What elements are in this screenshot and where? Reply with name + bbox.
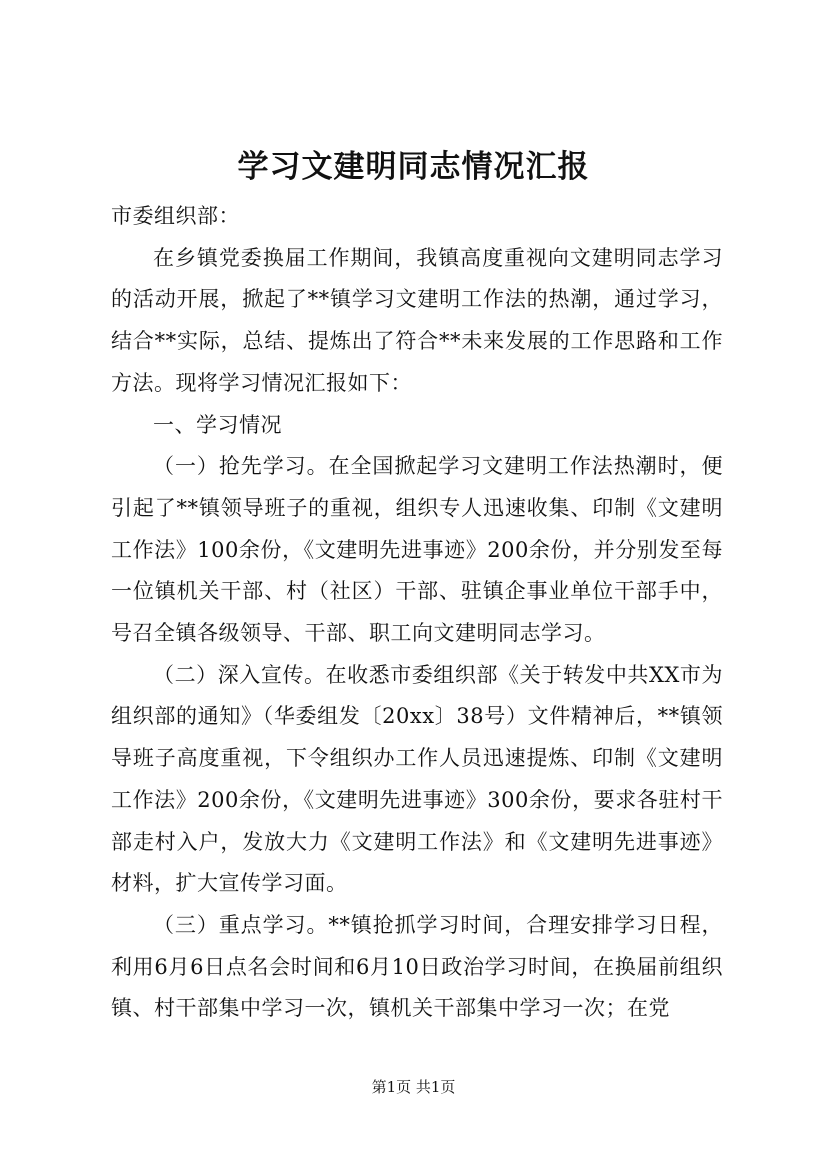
document-title: 学习文建明同志情况汇报	[237, 149, 590, 185]
salutation: 市委组织部：	[111, 204, 240, 228]
body-paragraph: （二）深入宣传。在收悉市委组织部《关于转发中共XX市为组织部的通知》（华委组发〔20xx〕38号）文件精神后，**镇领导班子高度重视，下令组织办工作人员迅速提炼、印制《文建明工作法》200余份，《文建明先进事迹》300余份，要求各驻村干部走村入户，发放大力《文建明工作法》和《文建明先进事迹》材料，扩大宣传学习面。	[111, 662, 723, 896]
document-body	[111, 196, 723, 1030]
page-footer: 第1页 共1页	[371, 1078, 456, 1096]
intro-paragraph: 在乡镇党委换届工作期间，我镇高度重视向文建明同志学习的活动开展，掀起了**镇学习文建明工作法的热潮，通过学习，结合**实际，总结、提炼出了符合**未来发展的工作思路和工作方法。现将学习情况汇报如下：	[111, 245, 723, 395]
body-paragraph: （一）抢先学习。在全国掀起学习文建明工作法热潮时，便引起了**镇领导班子的重视，组织专人迅速收集、印制《文建明工作法》100余份，《文建明先进事迹》200余份，并分别发至每一位镇机关干部、村（社区）干部、驻镇企事业单位干部手中，号召全镇各级领导、干部、职工向文建明同志学习。	[111, 454, 723, 646]
section-heading: 一、学习情况	[153, 412, 282, 437]
body-paragraph: （三）重点学习。**镇抢抓学习时间，合理安排学习日程，利用6月6日点名会时间和6月10日政治学习时间，在换届前组织镇、村干部集中学习一次，镇机关干部集中学习一次；在党	[111, 912, 723, 1021]
